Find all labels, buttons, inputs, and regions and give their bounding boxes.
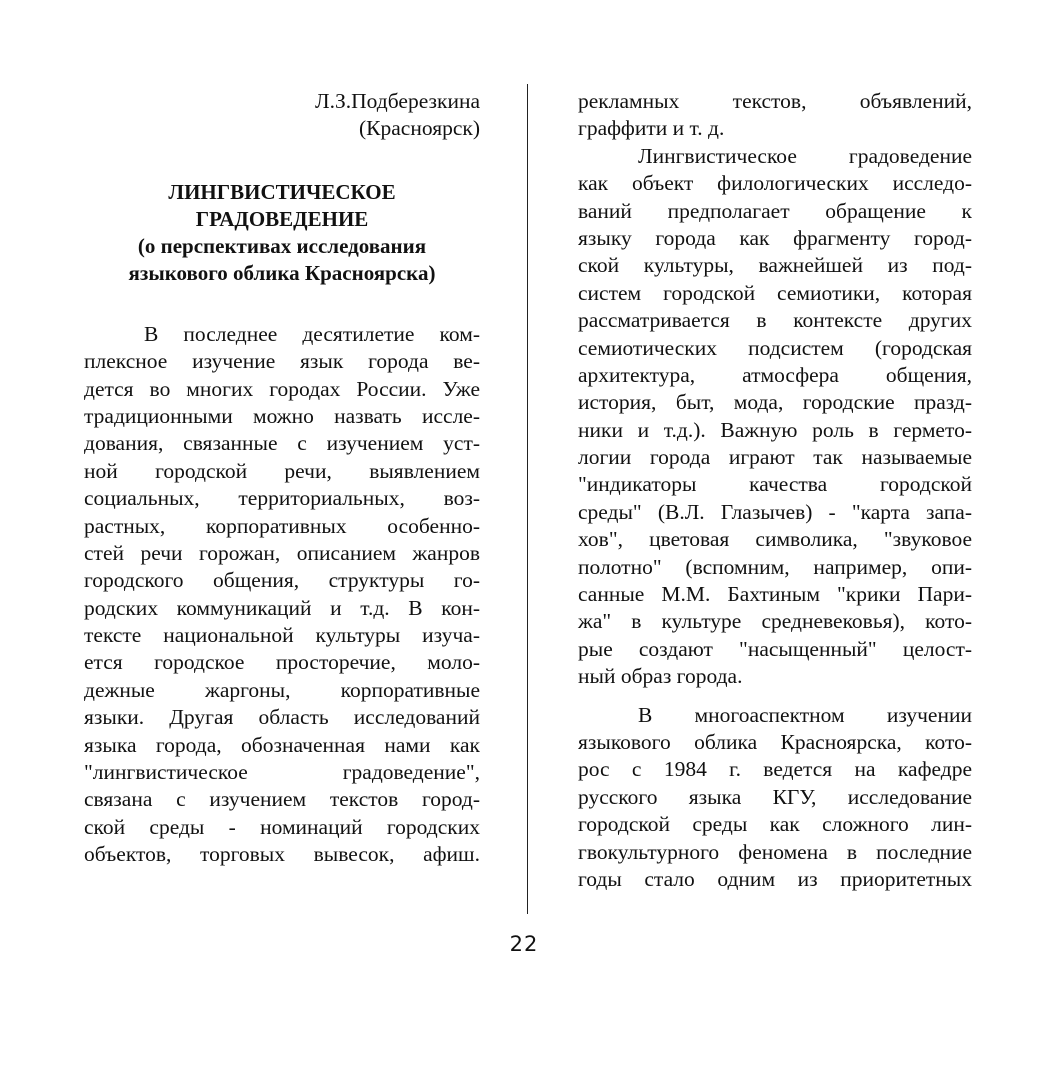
text-line: дежные жаргоны, корпоративные — [84, 677, 480, 702]
text-line: годы стало одним из приоритетных — [578, 866, 972, 891]
text-line: хов", цветовая символика, "звуковое — [578, 527, 972, 552]
text-line: языка города, обозначенная нами как — [84, 732, 480, 757]
text-line: "индикаторы качества городской — [578, 472, 972, 497]
text-line: плексное изучение язык города ве- — [84, 349, 480, 374]
title-line-3: (о перспективах исследования — [137, 233, 427, 258]
article-title — [84, 179, 480, 287]
text-line: социальных, территориальных, воз- — [84, 486, 480, 511]
text-line: рекламных текстов, объявлений, — [578, 89, 972, 113]
text-line: объектов, торговых вывесок, афиш. — [84, 842, 480, 867]
text-line: В многоаспектном изучении — [638, 702, 972, 727]
right-paragraph-1 — [578, 88, 972, 143]
text-line: городской среды как сложного лин- — [578, 812, 972, 837]
text-line: ской среды - номинаций городских — [84, 814, 480, 839]
text-line: история, быт, мода, городские празд- — [578, 390, 972, 415]
text-line: Лингвистическое градоведение — [638, 143, 972, 168]
text-line: полотно" (вспомним, например, опи- — [578, 554, 972, 579]
title-line-1: ЛИНГВИСТИЧЕСКОЕ — [168, 179, 396, 204]
text-line: санные М.М. Бахтиным "крики Пари- — [578, 582, 972, 607]
text-line: дется во многих городах России. Уже — [84, 376, 480, 401]
text-line: В последнее десятилетие ком- — [144, 321, 480, 346]
text-line: стей речи горожан, описанием жанров — [84, 540, 480, 565]
title-line-2: ГРАДОВЕДЕНИЕ — [195, 206, 369, 231]
text-line: русского языка КГУ, исследование — [578, 784, 972, 809]
text-line: рассматривается в контексте других — [578, 308, 972, 333]
text-line: языкового облика Красноярска, кото- — [578, 729, 972, 754]
right-column — [578, 88, 972, 893]
text-line: рос с 1984 г. ведется на кафедре — [578, 757, 972, 782]
text-line: языку города как фрагменту город- — [578, 225, 972, 250]
text-line: среды" (В.Л. Глазычев) - "карта запа- — [578, 499, 972, 524]
page-number: 22 — [509, 932, 539, 956]
text-line: ный образ города. — [578, 664, 743, 689]
text-line: логии города играют так называемые — [578, 445, 972, 470]
text-line: семиотических подсистем (городская — [578, 335, 972, 360]
text-line: тексте национальной культуры изуча- — [84, 623, 480, 648]
right-paragraph-3 — [578, 702, 972, 894]
title-line-4: языкового облика Красноярска) — [128, 260, 436, 285]
text-line: как объект филологических исследо- — [578, 171, 972, 196]
text-line: ной городской речи, выявлением — [84, 458, 480, 483]
text-line: жа" в культуре средневековья), кото- — [578, 609, 972, 634]
text-line: архитектура, атмосфера общения, — [578, 362, 972, 387]
column-divider — [527, 84, 528, 914]
text-line: рые создают "насыщенный" целост- — [578, 636, 972, 661]
text-line: родских коммуникаций и т.д. В кон- — [84, 595, 480, 620]
text-line: граффити и т. д. — [578, 116, 725, 141]
text-line: городского общения, структуры го- — [84, 568, 480, 593]
text-line: растных, корпоративных особенно- — [84, 513, 480, 538]
right-paragraph-2 — [578, 143, 972, 691]
text-line: связана с изучением текстов город- — [84, 787, 480, 812]
text-line: языки. Другая область исследований — [84, 705, 480, 730]
text-line: ется городское просторечие, моло- — [84, 650, 480, 675]
text-line: систем городской семиотики, которая — [578, 280, 972, 305]
left-column — [84, 88, 480, 869]
text-line: ваний предполагает обращение к — [578, 198, 972, 223]
left-paragraph — [84, 321, 480, 869]
text-line: гвокультурного феномена в последние — [578, 839, 972, 864]
text-line: дования, связанные с изучением уст- — [84, 431, 480, 456]
author-name: Л.З.Подберезкина — [315, 89, 480, 113]
text-line: традиционными можно назвать иссле- — [84, 403, 480, 428]
text-line: ской культуры, важнейшей из под- — [578, 253, 972, 278]
text-line: "лингвистическое градоведение", — [84, 760, 480, 785]
author-city: (Красноярск) — [359, 116, 480, 141]
text-line: ники и т.д.). Важную роль в гермето- — [578, 417, 972, 442]
